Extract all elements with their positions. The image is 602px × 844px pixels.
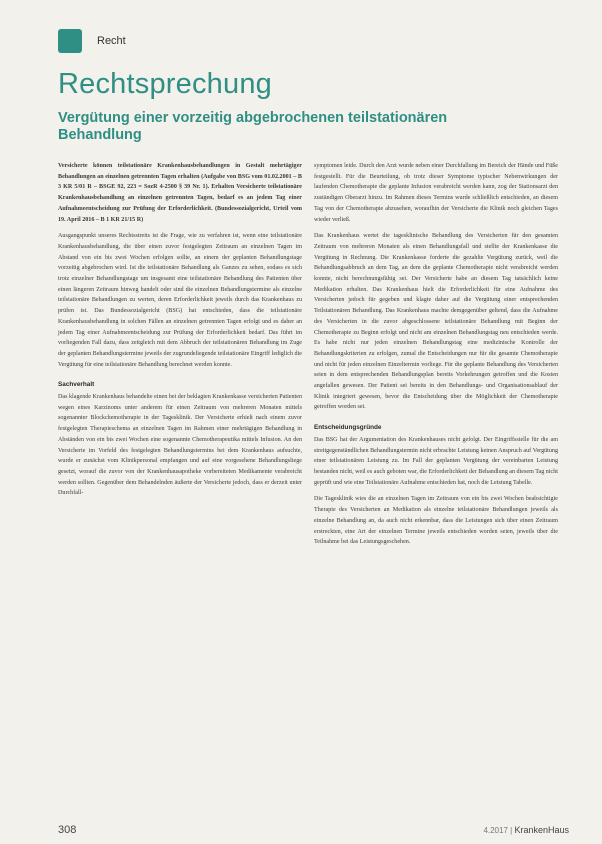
brand-logo: KrankenHaus bbox=[514, 825, 569, 835]
right-paragraph-3: Die Tagesklinik wies die an einzelnen Tagen im Zeitraum von ein bis zwei Wochen beabsichtigte Therapie des Versicherten an Medikation als einzelne teilstationäre Behandlungen jeweils als einzelne Behandlung an, da auch nicht erkennbar, dass die Leistungen sich über einen Zeitraum erstreckten, eine Art der einzelnen Termine jeweils entschieden worden seien, jeweils über die Teilnahme bei das Leistungsgeschehen. bbox=[314, 496, 558, 546]
footer-issue: 4.2017 | KrankenHaus bbox=[483, 825, 569, 835]
facts-paragraph: Das klagende Krankenhaus behandelte einen bei der beklagten Krankenkasse versicherten Patienten wegen eines Karzinoms unter anderem für einen Zeitraum von mehreren Monaten mittels sogenannter Blockchemotherapie in der Tagesklinik. Der Versicherte erhielt nach einem zuvor festgelegten Therapieschema an einzelnen Tagen im Rahmen einer mehrtägigen Behandlung in Abständen von ein bis zwei Wochen eine sogenannte Chemotherapeutika mittels Infusion. An den Versicherte im Vorfeld des festgelegten Behandlungstermins bei dem Krankenhaus aufsuchte, wurde er zunächst vom Klinikpersonal empfangen und auf eine vorgesehene Behandlungsliege gesetzt, worauf die zuvor von der Krankenhausapotheke vorbereiteten Medikamente verabreicht werden sollten. Gegenüber dem Behandelnden äußerte der Versicherte jedoch, dass er derzeit unter Durchfall- bbox=[58, 394, 302, 497]
right-paragraph-1: symptomen leide. Durch den Arzt wurde neben einer Durchfallung im Bereich der Hände und Füße festgestellt. Für die Beurteilung, ob trotz dieser Symptome typischer Nebenwirkungen der laufenden Chemotherapie die geplante Infusion verabreicht werden kann, zog der Stationsarzt den zuständigen Oberarzt hinzu. Im Rahmen dieses Termins wurde schließlich entschieden, an diesem Tag von der Chemotherapie abzusehen, woraufhin der Versicherte die Klinik noch gleichen Tages wieder verließ. bbox=[314, 163, 558, 223]
right-paragraph-2: Das Krankenhaus wertet die tagesklinische Behandlung des Versicherten für den gesamten Zeitraum von mehreren Monaten als einen Behandlungsfall und stellte der Krankenkasse die Vergütung in Rechnung. Die Krankenkasse forderte die gezahlte Vergütung zurück, weil die Behandlungsabbruch an dem Tag, an dem die geplante Chemotherapie nicht verabreicht werden konnte, nicht berechnungsfähig sei. Der Versicherte habe an diesem Tag tatsächlich keine Medikation erhalten. Das Krankenhaus hielt die Erforderlichkeit für eine Aufnahme des Versicherten jedoch für gegeben und klagte daher auf die Vergütung einer entsprechenden Teilstationären Behandlung. Das Krankenhaus machte demgegenüber geltend, dass die Aufnahme des Versicherten in die zuvor abgeschlossene teilstationäre Behandlung mit Beginn der Chemotherapie zu Beginn erfolgt und nicht am einzelnen Behandlungstag neu entschieden werde. Es habe nicht nur jeden einzelnen Behandlungstag eine medizinische Kontrolle der Behandlungskriterien zu erfolgen, zumal die Entscheidungen nur für die gesamte Chemotherapie und nicht für jeden einzelnen Einzeltermin vorliege. Für die geplante Behandlung des Versicherten seien in dem entsprechenden Behandlungsplan bereits Vorkehrungen getroffen und die Kosten angefallen gewesen. Der Patient sei bereits in den Behandlungs- und Organisationsablauf der Klinik integriert gewesen, bevor die Entscheidung über die Möglichkeit der Chemotherapie getroffen worden sei. bbox=[314, 233, 558, 411]
issue-number: 4.2017 bbox=[483, 826, 508, 835]
section-tag bbox=[58, 29, 126, 53]
facts-heading: Sachverhalt bbox=[58, 381, 95, 389]
section-tag-label: Recht bbox=[97, 35, 126, 47]
left-column bbox=[58, 161, 302, 505]
right-column bbox=[314, 161, 558, 554]
section-tag-box bbox=[58, 29, 82, 53]
article-subtitle: Vergütung einer vorzeitig abgebrochenen teilstationären Behandlung bbox=[58, 110, 448, 143]
reasons-paragraph: Das BSG hat der Argumentation des Krankenhauses nicht gefolgt. Der Eingriffsstelle für die am streitgegenständlichen Behandlungstermin nicht erbrachte Leistung keinen Anspruch auf Vergütung einer teilstationären Leistung zu. Im Fall der geplanten Vergütung der vereinbarten Leistung bestanden nicht, weil es auch geboten war, die Erforderlichkeit der Behandlung an diesem Tag nicht geprüft und wie eine Teilstationäre Aufnahme entschieden hat, noch die Leistung Tabelle. bbox=[314, 436, 558, 486]
intro-paragraph: Ausgangspunkt unseres Rechtsstreits ist die Frage, wie zu verfahren ist, wenn eine teilstationäre Krankenhausbehandlung, die über einen zuvor festgelegten Zeitraum an einzelnen Tagen im Abstand von ein bis zwei Wochen erfolgen sollte, an einem der geplanten Behandlungstage vorzeitig abgebrochen wird. Ist die teilstationäre Behandlung als Ganzes zu sehen, sodass es sich trotz einzelner Behandlungstage um insgesamt eine teilstationäre Behandlung des Patienten über einen längeren Zeitraum hinweg handelt oder sind die einzelnen Behandlungstermine als einzelne teilstationäre Behandlungen zu werten, deren Erforderlichkeit jeweils durch das Krankenhaus zu prüfen ist. Das Bundessozialgericht (BSG) hat entschieden, dass die teilstationäre Krankenhausbehandlung in solchen Fällen an einzelnen getrennten Tagen erfolgt und es daher an jedem Tag einer Aufnahmeentscheidung zur Prüfung der Erforderlichkeit bedarf. Das führt im vorliegenden Fall dazu, dass zeitgleich mit dem Abbruch der teilstationären Behandlung im Zuge der geplanten Behandlungstermine jeweils der zugrundeliegende teilstationäre Eingriff lediglich die Vergütung für eine teilstationäre Behandlung berechnet werden konnte. bbox=[58, 233, 302, 368]
reasons-heading: Entscheidungsgründe bbox=[314, 424, 382, 432]
page-title: Rechtsprechung bbox=[58, 68, 272, 100]
page-number: 308 bbox=[58, 824, 77, 836]
lead-paragraph: Versicherte können teilstationäre Krankenhausbehandlungen in Gestalt mehrtägiger Behandlungen an einzelnen getrennten Tagen erhalten (Aufgabe von BSG vom 01.02.2001 – B 3 KR 5/01 R – BSGE 92, 223 = SozR 4-2500 § 39 Nr. 1). Erhalten Versicherte teilstationäre Krankenhausbehandlung an einzelnen getrennten Tagen, bedarf es an jedem Tag einer Aufnahmeentscheidung zur Prüfung der Erforderlichkeit. (Bundessozialgericht, Urteil vom 19. April 2016 – B 1 KR 21/15 R) bbox=[58, 163, 302, 223]
